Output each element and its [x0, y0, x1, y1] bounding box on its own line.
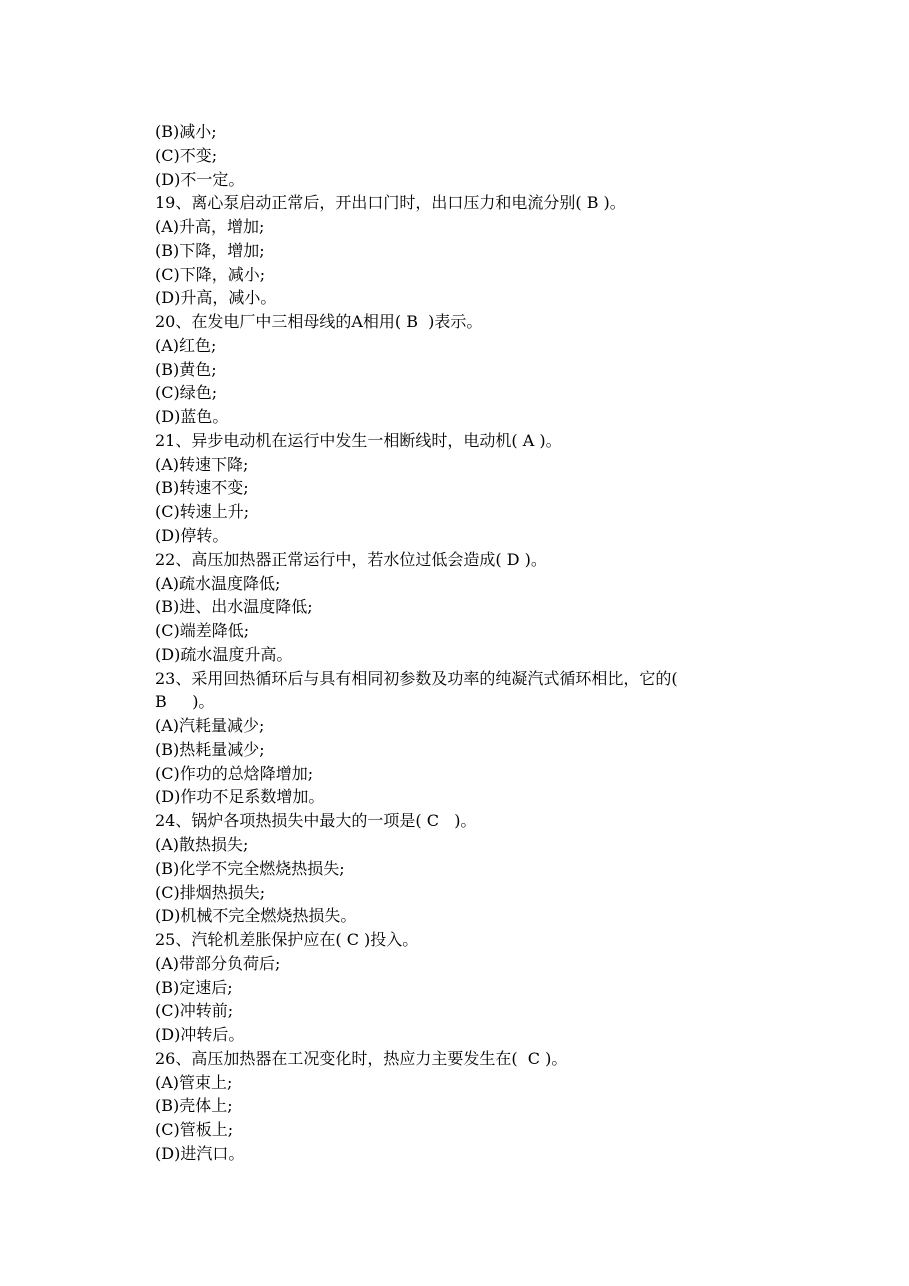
option-line: (B)进、出水温度降低;: [155, 597, 313, 617]
option-line: (D)蓝色。: [155, 407, 229, 427]
option-line: (B)黄色;: [155, 359, 217, 379]
question-23: 23、采用回热循环后与具有相同初参数及功率的纯凝汽式循环相比，它的(: [155, 668, 678, 688]
option-line: (B)下降，增加;: [155, 240, 265, 260]
option-line: (D)升高，减小。: [155, 288, 277, 308]
question-22: 22、高压加热器正常运行中，若水位过低会造成( D )。: [155, 549, 547, 569]
option-line: (A)转速下降;: [155, 454, 249, 474]
option-line: (C)不变;: [155, 145, 218, 165]
option-line: (A)散热损失;: [155, 834, 249, 854]
option-line: (A)红色;: [155, 335, 217, 355]
option-line: (B)热耗量减少;: [155, 739, 265, 759]
option-line: (A)升高，增加;: [155, 217, 265, 237]
option-line: (C)管板上;: [155, 1120, 234, 1140]
option-line: (A)疏水温度降低;: [155, 573, 281, 593]
option-line: (C)冲转前;: [155, 1001, 234, 1021]
option-line: (A)带部分负荷后;: [155, 953, 281, 973]
question-20: 20、在发电厂中三相母线的A相用( B )表示。: [155, 312, 483, 332]
option-line: (C)排烟热损失;: [155, 882, 266, 902]
option-line: (A)汽耗量减少;: [155, 716, 265, 736]
option-line: (D)冲转后。: [155, 1025, 245, 1045]
option-line: (D)进汽口。: [155, 1143, 245, 1163]
question-25: 25、汽轮机差胀保护应在( C )投入。: [155, 930, 419, 950]
option-line: (C)转速上升;: [155, 502, 250, 522]
question-26: 26、高压加热器在工况变化时，热应力主要发生在( C )。: [155, 1048, 568, 1068]
option-line: (D)作功不足系数增加。: [155, 787, 325, 807]
option-line: (D)停转。: [155, 526, 229, 546]
option-line: (D)机械不完全燃烧热损失。: [155, 906, 357, 926]
question-24: 24、锅炉各项热损失中最大的一项是( C )。: [155, 811, 477, 831]
question-19: 19、离心泵启动正常后，开出口门时，出口压力和电流分别( B )。: [155, 193, 626, 213]
option-line: (B)化学不完全燃烧热损失;: [155, 858, 345, 878]
option-line: (C)绿色;: [155, 383, 218, 403]
option-line: (C)端差降低;: [155, 621, 250, 641]
option-line: (B)壳体上;: [155, 1096, 233, 1116]
question-21: 21、异步电动机在运行中发生一相断线时，电动机( A )。: [155, 430, 562, 450]
option-line: (D)不一定。: [155, 169, 245, 189]
option-line: (C)作功的总焓降增加;: [155, 763, 314, 783]
question-23-continuation: B )。: [155, 692, 215, 712]
option-line: (B)减小;: [155, 122, 217, 141]
option-line: (C)下降，减小;: [155, 264, 266, 284]
option-line: (D)疏水温度升高。: [155, 644, 293, 664]
option-line: (B)转速不变;: [155, 478, 249, 498]
option-line: (A)管束上;: [155, 1072, 233, 1092]
option-line: (B)定速后;: [155, 977, 233, 997]
document-page: [155, 120, 775, 1166]
